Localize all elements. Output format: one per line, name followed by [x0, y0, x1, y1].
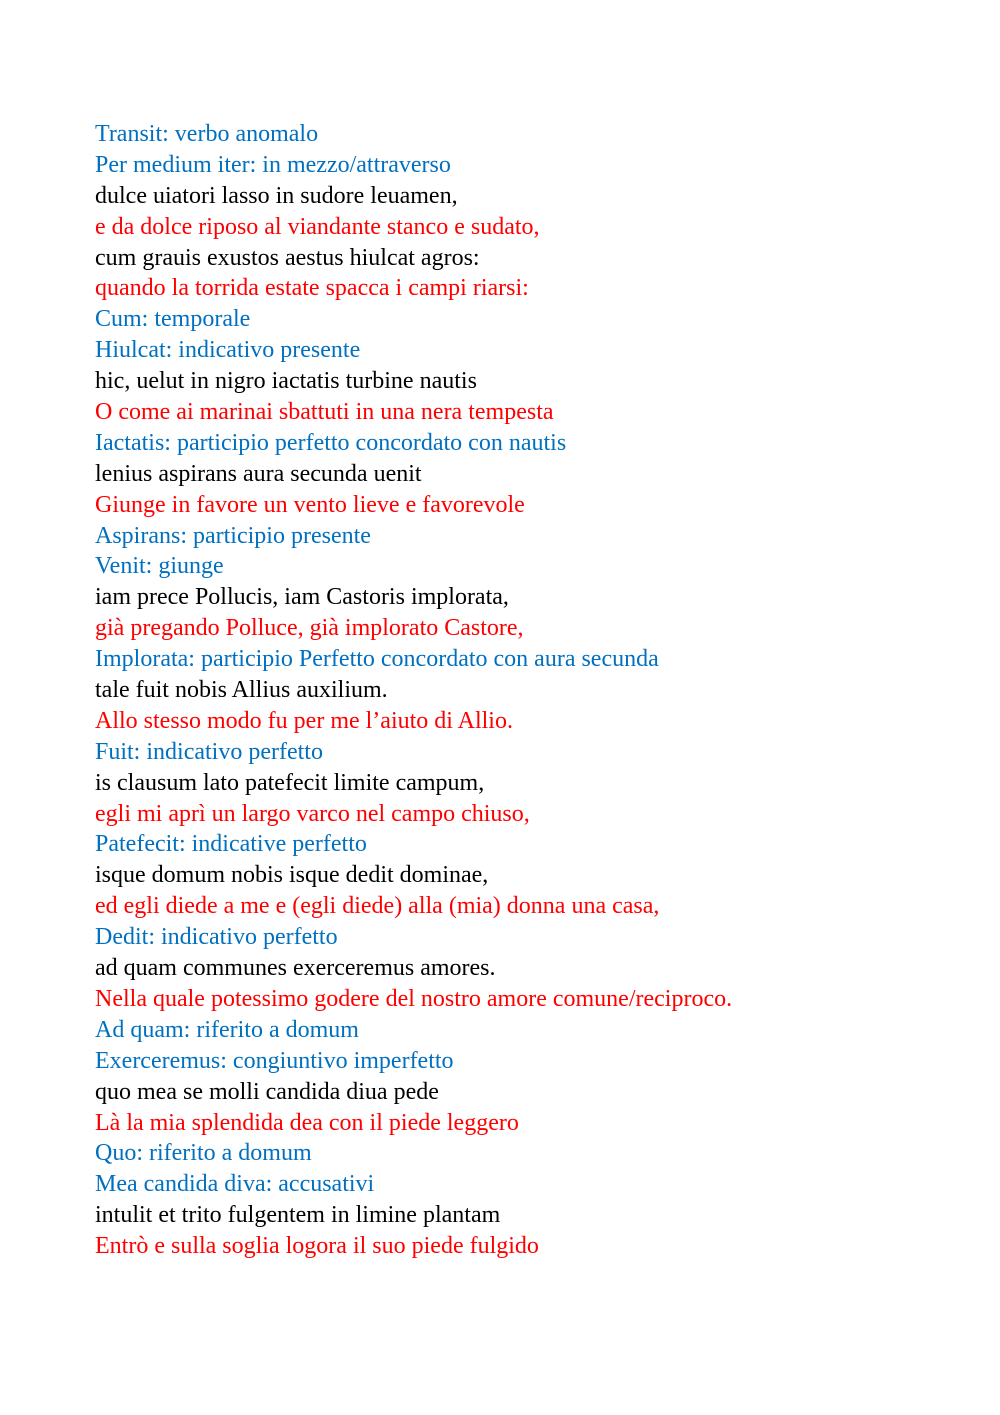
translation-line: Allo stesso modo fu per me l’aiuto di Allio.: [95, 707, 513, 734]
grammar-note-line: Iactatis: participio perfetto concordato con nautis: [95, 429, 567, 456]
translation-line: Entrò e sulla soglia logora il suo piede fulgido: [95, 1233, 539, 1260]
grammar-note-line: Ad quam: riferito a domum: [95, 1016, 359, 1043]
latin-verse-line: hic, uelut in nigro iactatis turbine nautis: [95, 368, 477, 395]
grammar-note-line: Fuit: indicativo perfetto: [95, 738, 323, 765]
translation-line: O come ai marinai sbattuti in una nera tempesta: [95, 399, 554, 426]
latin-verse-line: ad quam communes exerceremus amores.: [95, 955, 496, 982]
grammar-note-line: Implorata: participio Perfetto concordato con aura secunda: [95, 646, 659, 673]
latin-verse-line: cum grauis exustos aestus hiulcat agros:: [95, 244, 480, 271]
translation-line: e da dolce riposo al viandante stanco e sudato,: [95, 213, 540, 240]
latin-verse-line: isque domum nobis isque dedit dominae,: [95, 862, 489, 889]
translation-line: Nella quale potessimo godere del nostro amore comune/reciproco.: [95, 985, 733, 1012]
latin-verse-line: tale fuit nobis Allius auxilium.: [95, 677, 388, 704]
grammar-note-line: Cum: temporale: [95, 306, 251, 333]
grammar-note-line: Aspirans: participio presente: [95, 522, 371, 549]
grammar-note-line: Hiulcat: indicativo presente: [95, 337, 361, 364]
translation-line: quando la torrida estate spacca i campi riarsi:: [95, 275, 529, 302]
translation-line: Là la mia splendida dea con il piede leggero: [95, 1109, 519, 1136]
grammar-note-line: Mea candida diva: accusativi: [95, 1171, 375, 1198]
grammar-note-line: Transit: verbo anomalo: [95, 121, 319, 147]
grammar-note-line: Patefecit: indicative perfetto: [95, 831, 367, 858]
latin-verse-line: intulit et trito fulgentem in limine plantam: [95, 1202, 501, 1229]
translation-line: ed egli diede a me e (egli diede) alla (mia) donna una casa,: [95, 893, 660, 920]
latin-verse-line: quo mea se molli candida diua pede: [95, 1078, 439, 1105]
latin-verse-line: is clausum lato patefecit limite campum,: [95, 769, 485, 796]
latin-verse-line: iam prece Pollucis, iam Castoris implorata,: [95, 584, 509, 611]
grammar-note-line: Per medium iter: in mezzo/attraverso: [95, 151, 451, 178]
grammar-note-line: Quo: riferito a domum: [95, 1140, 312, 1167]
document-page: [95, 119, 955, 1262]
grammar-note-line: Venit: giunge: [95, 553, 224, 580]
translation-line: egli mi aprì un largo varco nel campo chiuso,: [95, 800, 530, 827]
latin-verse-line: lenius aspirans aura secunda uenit: [95, 460, 422, 487]
translation-line: già pregando Polluce, già implorato Castore,: [95, 615, 524, 642]
grammar-note-line: Exerceremus: congiuntivo imperfetto: [95, 1047, 454, 1074]
grammar-note-line: Dedit: indicativo perfetto: [95, 924, 338, 951]
latin-verse-line: dulce uiatori lasso in sudore leuamen,: [95, 182, 458, 209]
translation-line: Giunge in favore un vento lieve e favorevole: [95, 491, 525, 518]
